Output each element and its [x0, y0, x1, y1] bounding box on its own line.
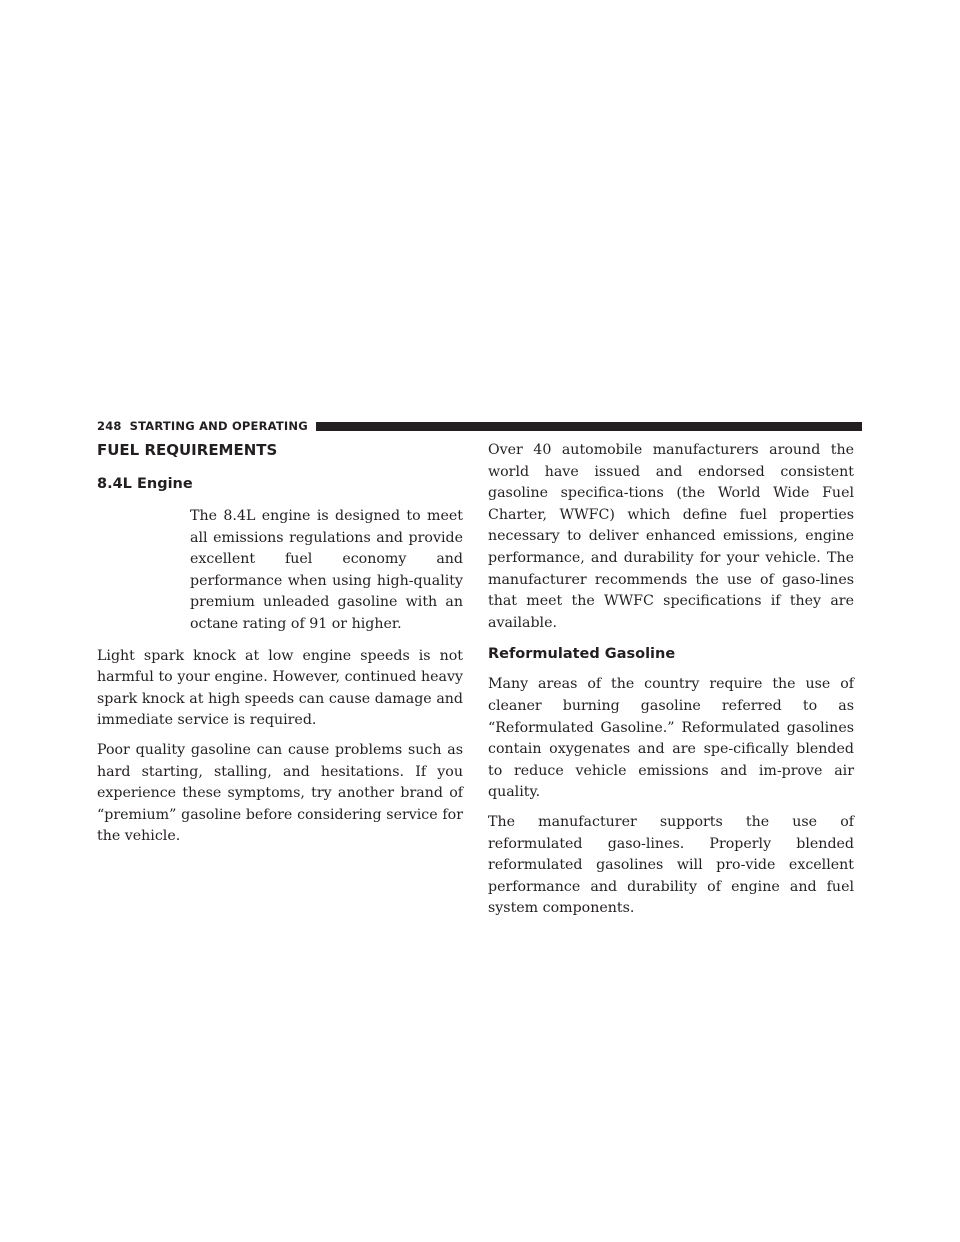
paragraph-engine-design: The 8.4L engine is designed to meet all emissions regulations and provide excellent fuel economy and performance when using high-quality premium unleaded gasoline with an octane rating of 91 or higher. — [190, 508, 463, 632]
subheading-engine: 8.4L Engine — [97, 476, 193, 492]
subheading-reformulated-gasoline: Reformulated Gasoline — [488, 646, 676, 663]
paragraph-wwfc: Over 40 automobile manufacturers around the world have issued and endorsed consistent gasoline specifica-tions (the World Wide Fuel Charter, WWFC) which define fuel properties necessary to deliver enhanced emissions, engine performance, and durability for your vehicle. The manufacturer recommends the use of gaso-lines that meet the WWFC specifications if they are available. — [488, 442, 854, 631]
left-column — [97, 440, 463, 856]
right-column — [488, 440, 854, 928]
header-rule — [316, 422, 862, 431]
paragraph-reformulated-areas: Many areas of the country require the use of cleaner burning gasoline referred to as “Reformulated Gasoline.” Reformulated gasolines contain oxygenates and are spe-cifically blended to reduce vehicle emissions and im-prove air quality. — [488, 676, 854, 801]
paragraph-poor-quality: Poor quality gasoline can cause problems such as hard starting, stalling, and hesitations. If you experience these symptoms, try another brand of “premium” gasoline before considering service for the vehicle. — [97, 741, 463, 845]
heading-fuel-requirements: FUEL REQUIREMENTS — [97, 441, 278, 459]
page-header — [97, 418, 862, 434]
section-title: STARTING AND OPERATING — [129, 419, 308, 433]
paragraph-spark-knock: Light spark knock at low engine speeds is not harmful to your engine. However, continued heavy spark knock at high speeds can cause damage and immediate service is required. — [97, 647, 463, 729]
page-number: 248 — [97, 419, 122, 433]
paragraph-reformulated-support: The manufacturer supports the use of reformulated gaso-lines. Properly blended reformulated gasolines will pro-vide excellent performance and durability of engine and fuel system components. — [488, 813, 854, 917]
